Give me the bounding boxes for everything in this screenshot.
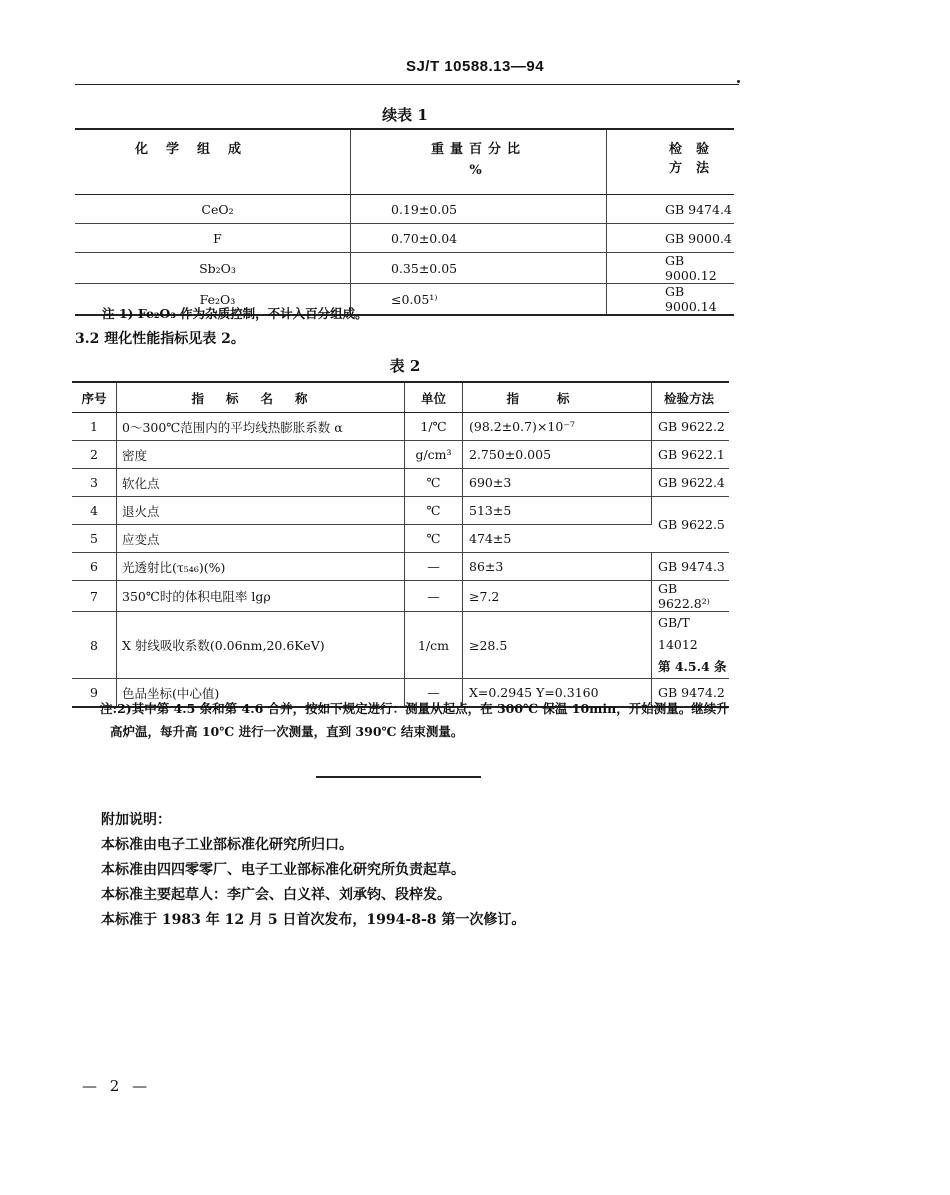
table2-note xyxy=(100,697,740,743)
table1-header-composition: 化学组成 xyxy=(75,129,351,195)
table-row xyxy=(72,525,729,553)
cell-method: GB 9000.14 xyxy=(665,284,717,314)
cell-name: 软化点 xyxy=(117,469,405,497)
cell-unit: — xyxy=(405,679,463,708)
header-dot xyxy=(737,80,740,83)
cell-name: 350℃时的体积电阻率 lgρ xyxy=(117,581,405,612)
table-row xyxy=(72,469,729,497)
cell-name: 色品坐标(中心值) xyxy=(117,679,405,708)
table1-note: 注 1) Fe₂O₃ 作为杂质控制，不计入百分组成。 xyxy=(102,306,368,321)
cell-unit: — xyxy=(405,553,463,581)
addendum-line: 本标准由电子工业部标准化研究所归口。 xyxy=(101,837,353,853)
cell-value: X=0.2945 Y=0.3160 xyxy=(463,679,652,708)
cell-composition: Fe₂O₃ xyxy=(75,284,351,316)
cell-no: 4 xyxy=(72,497,117,525)
table2-header-row xyxy=(72,382,729,413)
cell-method: GB 9474.3 xyxy=(652,553,730,581)
table1-header-weight xyxy=(351,129,607,195)
cell-no: 9 xyxy=(72,679,117,708)
cell-method: GB 9622.1 xyxy=(652,441,730,469)
table2-header-name: 指标名称 xyxy=(117,382,405,413)
table2-header-unit: 单位 xyxy=(405,382,463,413)
table-row xyxy=(75,195,734,224)
table2-note-line1: 注:2)其中第 4.5 条和第 4.6 合并，按如下规定进行：测量从起点，在 300℃ 保温 10min，开始测量。继续升 xyxy=(100,701,729,716)
table2-caption: 表 2 xyxy=(389,357,421,375)
table-row xyxy=(72,413,729,441)
table-row xyxy=(72,553,729,581)
cell-unit: — xyxy=(405,581,463,612)
cell-no: 8 xyxy=(72,612,117,679)
cell-no: 2 xyxy=(72,441,117,469)
cell-method-line2: 第 4.5.4 条 xyxy=(658,659,727,674)
table1-header-percent: % xyxy=(469,163,488,178)
cell-no: 3 xyxy=(72,469,117,497)
cell-method xyxy=(652,612,730,679)
cell-no: 5 xyxy=(72,525,117,553)
cell-unit: 1/℃ xyxy=(405,413,463,441)
page-number: — 2 — xyxy=(82,1077,152,1095)
cell-method: GB 9000.4 xyxy=(607,224,735,253)
cell-value: 0.35±0.05 xyxy=(351,253,607,284)
cell-unit: 1/cm xyxy=(405,612,463,679)
cell-value: 513±5 xyxy=(463,497,652,525)
cell-name: 退火点 xyxy=(117,497,405,525)
table1-header-method: 检验方法 xyxy=(607,129,735,195)
document-code: SJ/T 10588.13—94 xyxy=(405,58,545,75)
cell-no: 7 xyxy=(72,581,117,612)
cell-unit: ℃ xyxy=(405,469,463,497)
cell-name: 0～300℃范围内的平均线热膨胀系数 α xyxy=(117,413,405,441)
addendum-line: 本标准主要起草人：李广会、白义祥、刘承钧、段梓发。 xyxy=(101,887,451,903)
table2-note-line2: 高炉温，每升高 10℃ 进行一次测量，直到 390℃ 结束测量。 xyxy=(110,724,464,739)
cell-value: 0.19±0.05 xyxy=(351,195,607,224)
cell-method: GB 9474.2 xyxy=(658,685,725,700)
table1-header-weight-label: 重量百分比 xyxy=(430,142,526,157)
header-rule xyxy=(75,84,739,85)
cell-method: GB 9474.4 xyxy=(607,195,735,224)
cell-no: 1 xyxy=(72,413,117,441)
cell-composition: CeO₂ xyxy=(75,195,351,224)
cell-name: X 射线吸收系数(0.06nm,20.6KeV) xyxy=(117,612,405,679)
section-heading: 3.2 理化性能指标见表 2。 xyxy=(75,331,245,347)
table2-header-value: 指标 xyxy=(463,382,652,413)
table1 xyxy=(75,128,734,316)
section-divider xyxy=(316,776,481,778)
table1-caption: 续表 1 xyxy=(382,106,428,124)
addendum xyxy=(101,808,525,933)
table-row xyxy=(72,612,729,679)
cell-name: 光透射比(τ₅₄₆)(%) xyxy=(117,553,405,581)
cell-unit: ℃ xyxy=(405,497,463,525)
cell-name: 应变点 xyxy=(117,525,405,553)
cell-method: GB 9622.2 xyxy=(652,413,730,441)
cell-unit: ℃ xyxy=(405,525,463,553)
cell-no: 6 xyxy=(72,553,117,581)
cell-composition: F xyxy=(75,224,351,253)
table-row xyxy=(75,253,734,284)
addendum-line: 本标准于 1983 年 12 月 5 日首次发布，1994-8-8 第一次修订。 xyxy=(101,912,526,928)
cell-composition: Sb₂O₃ xyxy=(75,253,351,284)
table1-header-row xyxy=(75,129,734,195)
cell-value: (98.2±0.7)×10⁻⁷ xyxy=(463,413,652,441)
cell-method-merged: GB 9622.5 xyxy=(652,497,730,553)
table-row xyxy=(72,581,729,612)
table2 xyxy=(72,381,729,708)
cell-value: 0.70±0.04 xyxy=(351,224,607,253)
cell-method: GB 9000.12 xyxy=(607,253,735,284)
cell-value: 86±3 xyxy=(463,553,652,581)
table-row xyxy=(75,224,734,253)
cell-value: ≥28.5 xyxy=(463,612,652,679)
addendum-line: 本标准由四四零零厂、电子工业部标准化研究所负责起草。 xyxy=(101,862,465,878)
cell-method-line1: GB/T 14012 xyxy=(658,615,698,652)
cell-value: ≥7.2 xyxy=(463,581,652,612)
table2-header-no: 序号 xyxy=(72,382,117,413)
cell-name: 密度 xyxy=(117,441,405,469)
addendum-title: 附加说明： xyxy=(101,812,171,828)
table-row xyxy=(72,441,729,469)
table-row xyxy=(72,497,729,525)
cell-value: 690±3 xyxy=(463,469,652,497)
cell-unit: g/cm³ xyxy=(405,441,463,469)
cell-value: 2.750±0.005 xyxy=(463,441,652,469)
table2-header-method: 检验方法 xyxy=(652,382,730,413)
cell-value: ≤0.05¹⁾ xyxy=(351,284,607,316)
cell-method: GB 9622.4 xyxy=(652,469,730,497)
cell-value: 474±5 xyxy=(463,525,652,553)
cell-method: GB 9622.8²⁾ xyxy=(652,581,730,612)
